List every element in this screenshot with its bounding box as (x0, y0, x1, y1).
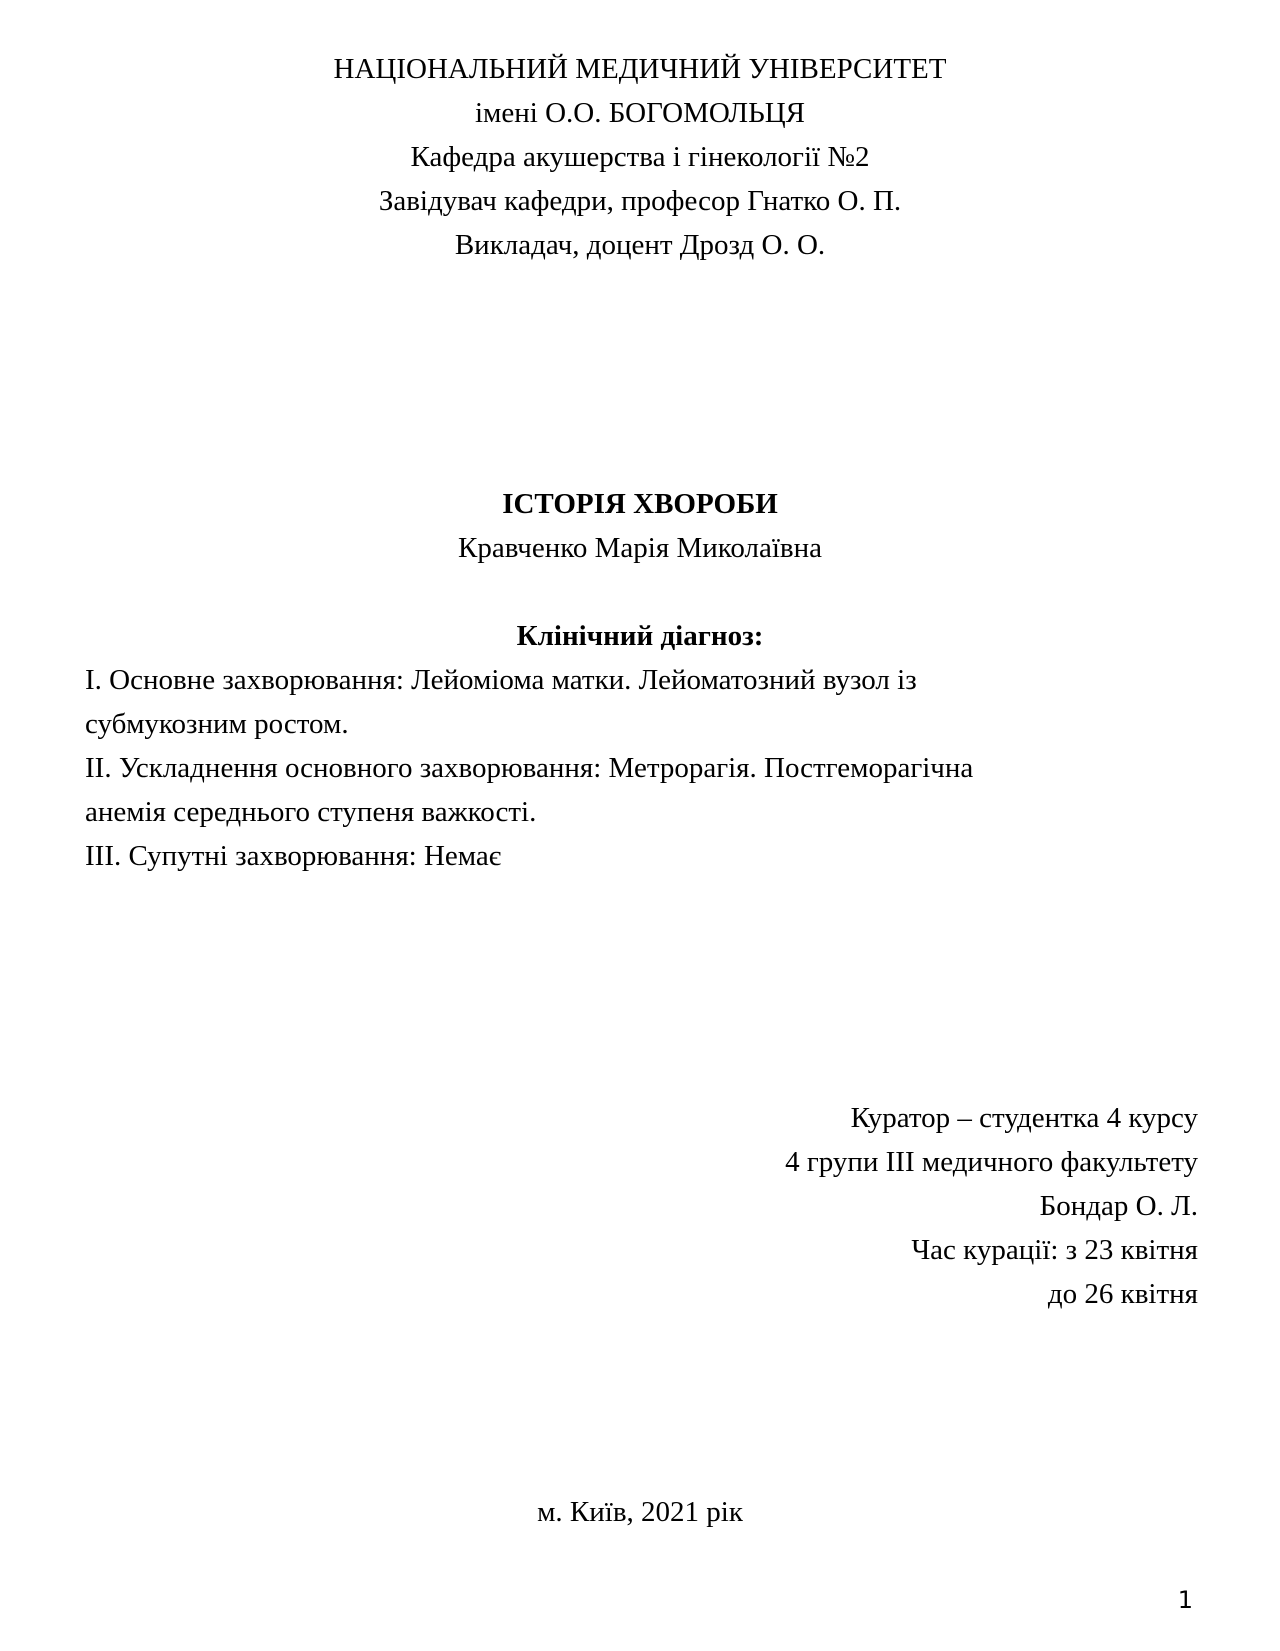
diagnosis-line: субмукозним ростом. (85, 708, 349, 740)
diagnosis-heading: Клінічний діагноз: (516, 620, 764, 652)
curator-line: 4 групи III медичного факультету (785, 1146, 1198, 1178)
diagnosis-line: анемія середнього ступеня важкості. (85, 796, 537, 828)
diagnosis-line: II. Ускладнення основного захворювання: Метрорагія. Постгеморагічна (85, 752, 974, 784)
patient-name: Кравченко Марія Миколаївна (458, 532, 822, 564)
document-title: ІСТОРІЯ ХВОРОБИ (502, 488, 778, 520)
department-name: Кафедра акушерства і гінекології №2 (410, 141, 870, 173)
university-name: НАЦІОНАЛЬНИЙ МЕДИЧНИЙ УНІВЕРСИТЕТ (333, 53, 947, 85)
university-named-after: імені О.О. БОГОМОЛЬЦЯ (474, 97, 806, 129)
curation-period-end: до 26 квітня (1047, 1278, 1198, 1310)
curation-period: Час курації: з 23 квітня (911, 1234, 1198, 1266)
page-number: 1 (1177, 1586, 1193, 1614)
city-year: м. Київ, 2021 рік (537, 1496, 743, 1528)
teacher: Викладач, доцент Дрозд О. О. (454, 229, 826, 261)
curator-line: Куратор – студентка 4 курсу (850, 1102, 1198, 1134)
diagnosis-line: III. Супутні захворювання: Немає (85, 840, 502, 872)
department-head: Завідувач кафедри, професор Гнатко О. П. (378, 185, 902, 217)
diagnosis-line: I. Основне захворювання: Лейоміома матки. Лейоматозний вузол із (85, 664, 917, 696)
curator-name: Бондар О. Л. (1039, 1190, 1198, 1222)
